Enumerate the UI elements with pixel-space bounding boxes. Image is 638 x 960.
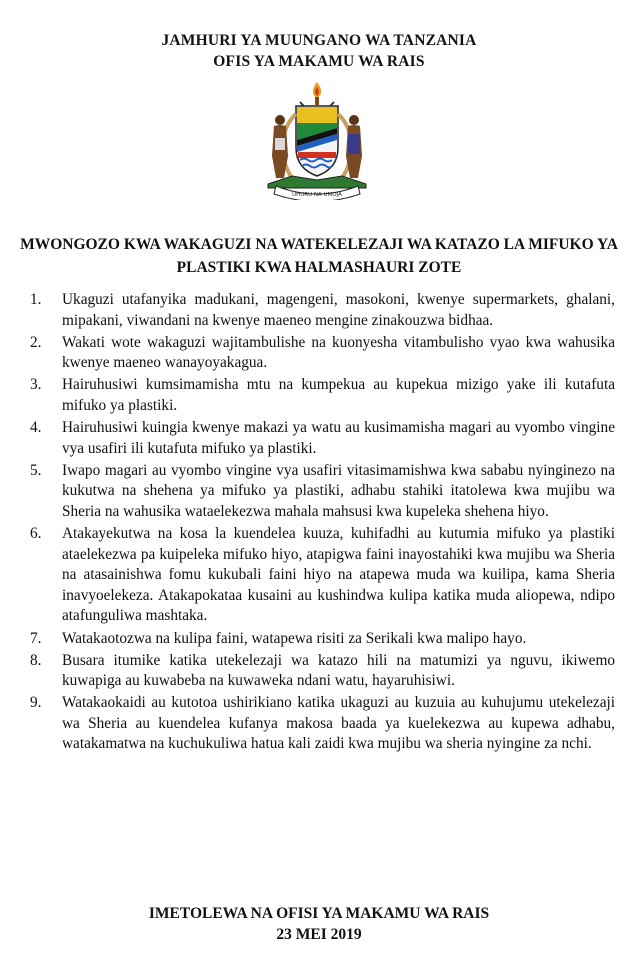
list-item bbox=[30, 461, 615, 523]
item-number: 2. bbox=[30, 333, 42, 351]
item-number: 3. bbox=[30, 376, 42, 394]
document-footer bbox=[0, 903, 638, 945]
item-text: Wakati wote wakaguzi wajitambulishe na kuonyesha vitambulisho vyao kwa wahusika kwenye maeneo wanayoyakagua. bbox=[62, 333, 615, 372]
item-number: 1. bbox=[30, 291, 42, 308]
list-item bbox=[30, 333, 615, 374]
guideline-list bbox=[30, 290, 615, 757]
list-item bbox=[30, 651, 615, 692]
item-text: Watakaokaidi au kutotoa ushirikiano katika ukaguzi au kuzuia au kuhujumu utekelezaji wa Sheria au kuendelea kufanya makosa baada ya kuelekezwa au kupewa adhabu, watakamatwa na kuchukuliwa hatua kali zaidi kwa mujibu wa sheria nyingine za nchi. bbox=[62, 694, 615, 753]
item-text: Atakayekutwa na kosa la kuendelea kuuza, kuhifadhi au kutumia mifuko ya plastiki ataelekezwa pa kuipeleka mifuko hiyo, atapigwa faini inayostahiki kwa mujibu wa Sheria na atasainishwa fomu kukubali faini hiyo na atapewa muda wa kuilipa, kama Sheria inavyoelekeza. Atakapokataa kusaini au kushindwa kulipa katika muda aliopewa, ndipo atafunguliwa mashtaka. bbox=[62, 525, 615, 625]
item-number: 8. bbox=[30, 651, 42, 669]
document-title: MWONGOZO KWA WAKAGUZI NA WATEKELEZAJI WA KATAZO LA MIFUKO YA PLASTIKI KWA HALMASHAURI ZOTE bbox=[20, 236, 618, 276]
tanzania-coat-of-arms-icon bbox=[262, 78, 372, 200]
issue-date: 23 MEI 2019 bbox=[276, 926, 362, 943]
list-item bbox=[30, 418, 615, 459]
header-country: JAMHURI YA MUUNGANO WA TANZANIA bbox=[161, 32, 477, 49]
list-item bbox=[30, 693, 615, 755]
item-text: Ukaguzi utafanyika madukani, magengeni, masokoni, kwenye supermarkets, ghalani, mipakani, viwandani na kwenye maeneo mengine zinakouzwa bidhaa. bbox=[62, 291, 615, 329]
item-text: Busara itumike katika utekelezaji wa katazo hili na matumizi ya nguvu, ikiwemo kuwapiga au kuwabeba na kuwaweka ndani watu, hayaruhisiwi. bbox=[62, 651, 615, 690]
svg-text:UHURU NA UMOJA: UHURU NA UMOJA bbox=[292, 192, 342, 198]
item-number: 6. bbox=[30, 525, 42, 543]
item-text: Iwapo magari au vyombo vingine vya usafiri vitasimamishwa kwa sababu nyinginezo na kukutwa na shehena ya mifuko ya plastiki, adhabu stahiki itatolewa kwa mujibu wa Sheria na wahusika wataelekezwa mahala mahsusi kwa kupeleka shehena hiyo. bbox=[62, 461, 615, 520]
issued-by: IMETOLEWA NA OFISI YA MAKAMU WA RAIS bbox=[148, 905, 490, 922]
item-number: 5. bbox=[30, 461, 42, 479]
item-number: 9. bbox=[30, 694, 42, 712]
list-item bbox=[30, 375, 615, 416]
item-text: Hairuhusiwi kuingia kwenye makazi ya watu au kusimamisha magari au vyombo vingine vya usafiri ili kutafuta mifuko ya plastiki. bbox=[62, 419, 615, 457]
item-text: Hairuhusiwi kumsimamisha mtu na kumpekua au kupekua mizigo yake ili kutafuta mifuko ya plastiki. bbox=[62, 376, 615, 414]
header-office: OFIS YA MAKAMU WA RAIS bbox=[213, 53, 425, 70]
list-item bbox=[30, 629, 615, 650]
document-header bbox=[0, 30, 638, 72]
list-item bbox=[30, 524, 615, 627]
item-number: 7. bbox=[30, 629, 42, 647]
item-number: 4. bbox=[30, 419, 42, 437]
item-text: Watakaotozwa na kulipa faini, watapewa risiti za Serikali kwa malipo hayo. bbox=[62, 629, 527, 647]
list-item bbox=[30, 290, 615, 331]
